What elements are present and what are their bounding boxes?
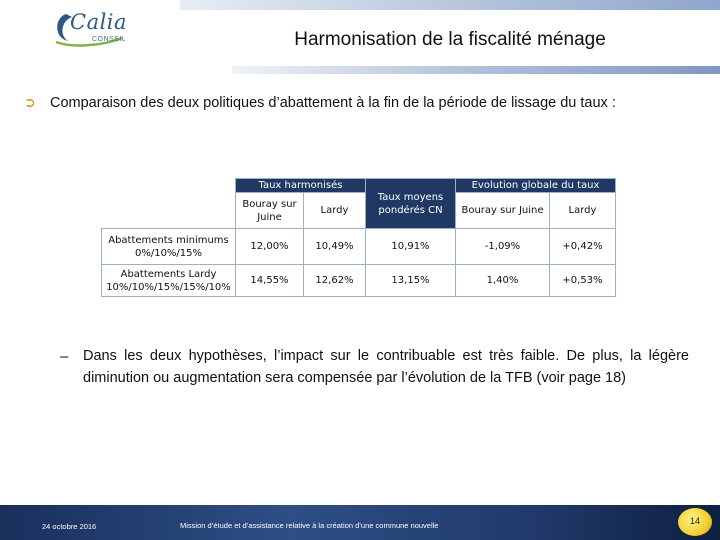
- logo-subtitle: CONSEIL: [92, 36, 127, 43]
- table-cell: 10,91%: [366, 229, 456, 265]
- row-label: Abattements minimums 0%/10%/15%: [102, 229, 236, 265]
- table-cell: 12,00%: [236, 229, 304, 265]
- subheader-lardy-2: Lardy: [550, 193, 616, 229]
- row-label: Abattements Lardy 10%/10%/15%/15%/10%: [102, 265, 236, 297]
- calia-logo: [52, 8, 142, 48]
- table-cell: 10,49%: [304, 229, 366, 265]
- bullet-text: Comparaison des deux politiques d’abattement à la fin de la période de lissage du taux :: [50, 95, 616, 111]
- comparison-table: [101, 178, 616, 297]
- subheader-bouray-2: Bouray sur Juine: [456, 193, 550, 229]
- footer-mission: Mission d’étude et d’assistance relative à la création d’une commune nouvelle: [180, 521, 439, 530]
- header-evolution-globale: Evolution globale du taux: [456, 179, 616, 193]
- table-corner: [102, 179, 236, 229]
- page-number: 14: [689, 516, 700, 526]
- table-cell: 13,15%: [366, 265, 456, 297]
- table-row: [102, 229, 616, 265]
- table-cell: 1,40%: [456, 265, 550, 297]
- footer-date: 24 octobre 2016: [42, 522, 97, 531]
- header-taux-moyens: Taux moyens pondérés CN: [366, 179, 456, 229]
- table-header-row: [102, 179, 616, 193]
- bullet-arrow-icon: ➲: [24, 94, 36, 110]
- title-underline-bar: [232, 66, 720, 74]
- top-decor-bar: [180, 0, 720, 10]
- table-cell: 14,55%: [236, 265, 304, 297]
- table-cell: 12,62%: [304, 265, 366, 297]
- table-cell: -1,09%: [456, 229, 550, 265]
- subheader-bouray-1: Bouray sur Juine: [236, 193, 304, 229]
- header-taux-harmonises: Taux harmonisés: [236, 179, 366, 193]
- page-title: Harmonisation de la fiscalité ménage: [294, 29, 606, 50]
- logo-name: Calia: [70, 10, 128, 34]
- dash-text: Dans les deux hypothèses, l’impact sur le contribuable est très faible. De plus, la légère diminution ou augmentation sera compensée par l’évolution de la TFB (voir page 18): [83, 348, 689, 386]
- table-cell: +0,42%: [550, 229, 616, 265]
- table-row: [102, 265, 616, 297]
- dash-bullet-icon: –: [60, 348, 69, 365]
- subheader-lardy-1: Lardy: [304, 193, 366, 229]
- table-cell: +0,53%: [550, 265, 616, 297]
